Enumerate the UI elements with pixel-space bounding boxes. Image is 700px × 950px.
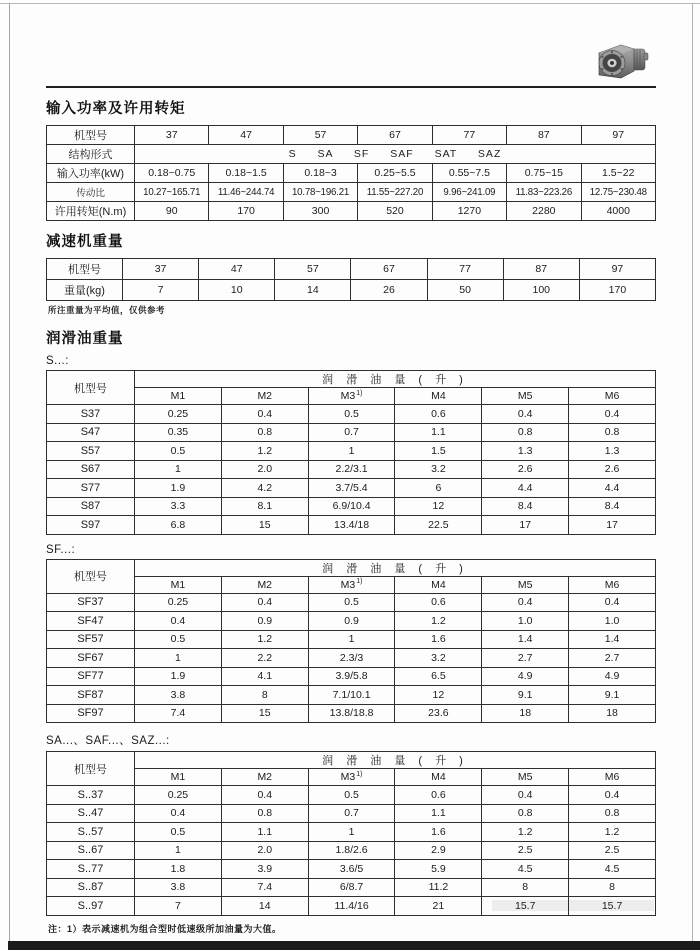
row-label: S97 — [47, 516, 135, 535]
cell-value: 0.4 — [569, 405, 656, 424]
oil-table-sa — [46, 751, 656, 916]
cell-value: 1.6 — [395, 630, 482, 649]
cell-value: 67 — [351, 259, 427, 280]
power-torque-table — [46, 125, 656, 221]
col-header-m1: M1 — [135, 576, 222, 593]
oil-table-sf — [46, 559, 656, 724]
m3-label: M3 — [340, 578, 356, 591]
cell-value: 8 — [221, 686, 308, 705]
cell-value: 14 — [275, 280, 351, 301]
cell-value: 2.6 — [569, 460, 656, 479]
cell-value: 4.1 — [221, 667, 308, 686]
cell-value: 1.4 — [569, 630, 656, 649]
row-label: 许用转矩(N.m) — [47, 202, 135, 221]
table-row — [47, 164, 656, 183]
cell-value: 12 — [395, 686, 482, 705]
col-header-m3 — [308, 576, 395, 593]
cell-value: 0.4 — [135, 612, 222, 631]
cell-value: 4.5 — [482, 860, 569, 879]
cell-value: 0.5 — [308, 593, 395, 612]
oil-quantity-header: 润 滑 油 量 ( 升 ) — [135, 559, 656, 576]
cell-value: 18 — [482, 704, 569, 723]
oil-subheader-row — [47, 388, 656, 405]
cell-value: 1.6 — [395, 823, 482, 842]
cell-value: 4.4 — [482, 479, 569, 498]
cell-value: 3.8 — [135, 878, 222, 897]
cell-value: 12.75~230.48 — [581, 183, 655, 202]
oil-table-s — [46, 370, 656, 535]
cell-value: 0.4 — [482, 593, 569, 612]
table-row — [47, 860, 656, 879]
row-label: S..37 — [47, 786, 135, 805]
structure-forms-cell: S SA SF SAF SAT SAZ — [135, 145, 656, 164]
cell-value: 0.18~1.5 — [209, 164, 283, 183]
oil-table-s-label: S...: — [46, 355, 69, 367]
cell-value: 2.6 — [482, 460, 569, 479]
cell-value: 77 — [427, 259, 503, 280]
col-header-m2: M2 — [221, 388, 308, 405]
cell-value: 0.75~15 — [507, 164, 581, 183]
cell-value: 90 — [135, 202, 209, 221]
cell-value: 0.8 — [482, 423, 569, 442]
cell-value: 18 — [569, 704, 656, 723]
row-label: SF97 — [47, 704, 135, 723]
cell-value: 0.25 — [135, 593, 222, 612]
page-footer-bar — [8, 941, 700, 950]
row-label: SF77 — [47, 667, 135, 686]
row-label: SF87 — [47, 686, 135, 705]
cell-value: 0.5 — [135, 823, 222, 842]
m3-footnote-marker: 1) — [356, 578, 363, 585]
cell-value: 0.18~0.75 — [135, 164, 209, 183]
section-title-oil: 润滑油重量 — [46, 331, 124, 347]
row-label: S..47 — [47, 804, 135, 823]
cell-value: 1.1 — [395, 423, 482, 442]
model-column-header: 机型号 — [47, 559, 135, 593]
row-label: 机型号 — [47, 259, 123, 280]
cell-value: 23.6 — [395, 704, 482, 723]
cell-value: 0.4 — [482, 405, 569, 424]
cell-value: 0.6 — [395, 405, 482, 424]
row-label: SF57 — [47, 630, 135, 649]
row-label: S..97 — [47, 897, 135, 916]
cell-value: 0.25~5.5 — [358, 164, 432, 183]
cell-value: 2.0 — [221, 841, 308, 860]
cell-value: 0.8 — [482, 804, 569, 823]
section-title-weight: 减速机重量 — [46, 234, 124, 250]
row-label: SF67 — [47, 649, 135, 668]
cell-value: 0.6 — [395, 786, 482, 805]
row-label: S67 — [47, 460, 135, 479]
row-label: S47 — [47, 423, 135, 442]
gear-reducer-photo-icon — [590, 40, 650, 82]
cell-value: 97 — [581, 126, 655, 145]
oil-table-sa-label: SA...、SAF...、SAZ...: — [46, 735, 170, 747]
cell-value: 8.4 — [569, 497, 656, 516]
cell-value: 6.9/10.4 — [308, 497, 395, 516]
oil-header-row — [47, 752, 656, 769]
cell-value: 3.9 — [221, 860, 308, 879]
row-label: 重量(kg) — [47, 280, 123, 301]
cell-value: 2.2 — [221, 649, 308, 668]
cell-value: 7 — [135, 897, 222, 916]
cell-value: 0.6 — [395, 593, 482, 612]
col-header-m3 — [308, 769, 395, 786]
row-label: S..87 — [47, 878, 135, 897]
cell-value: 57 — [275, 259, 351, 280]
cell-value: 4.2 — [221, 479, 308, 498]
cell-value: 170 — [579, 280, 655, 301]
cell-value: 1.3 — [569, 442, 656, 461]
cell-value: 26 — [351, 280, 427, 301]
cell-value: 1 — [135, 841, 222, 860]
cell-value: 7 — [123, 280, 199, 301]
cell-value: 10.78~196.21 — [283, 183, 357, 202]
table-row — [47, 280, 656, 301]
cell-value: 4000 — [581, 202, 655, 221]
cell-value: 1.2 — [569, 823, 656, 842]
col-header-m4: M4 — [395, 769, 482, 786]
cell-value: 2.7 — [569, 649, 656, 668]
cell-value: 0.25 — [135, 786, 222, 805]
oil-subheader-row — [47, 576, 656, 593]
cell-value: 6.5 — [395, 667, 482, 686]
cell-value: 0.5 — [135, 442, 222, 461]
table-row — [47, 804, 656, 823]
table-row — [47, 202, 656, 221]
cell-value: 1.2 — [221, 630, 308, 649]
cell-value: 2280 — [507, 202, 581, 221]
col-header-m4: M4 — [395, 388, 482, 405]
cell-value: 15 — [221, 704, 308, 723]
m3-footnote-marker: 1) — [356, 770, 363, 778]
row-label: SF37 — [47, 593, 135, 612]
model-column-header: 机型号 — [47, 371, 135, 405]
cell-value: 2.7 — [482, 649, 569, 668]
table-row — [47, 841, 656, 860]
col-header-m2: M2 — [221, 576, 308, 593]
cell-value: 2.2/3.1 — [308, 460, 395, 479]
cell-value: 0.18~3 — [283, 164, 357, 183]
row-label: S..57 — [47, 823, 135, 842]
row-label: S87 — [47, 497, 135, 516]
cell-value: 1.4 — [482, 630, 569, 649]
cell-value: 37 — [135, 126, 209, 145]
oil-header-row — [47, 371, 656, 388]
cell-value: 67 — [358, 126, 432, 145]
cell-value: 2.0 — [221, 460, 308, 479]
col-header-m5: M5 — [482, 388, 569, 405]
cell-value: 12 — [395, 497, 482, 516]
cell-value: 21 — [395, 897, 482, 916]
cell-value: 4.5 — [569, 860, 656, 879]
cell-value: 1.1 — [395, 804, 482, 823]
cell-value: 1 — [308, 630, 395, 649]
row-label: SF47 — [47, 612, 135, 631]
cell-value: 17 — [482, 516, 569, 535]
cell-value: 1 — [308, 442, 395, 461]
table-row — [47, 686, 656, 705]
cell-value: 0.4 — [569, 786, 656, 805]
cell-value: 0.4 — [482, 786, 569, 805]
col-header-m1: M1 — [135, 388, 222, 405]
cell-value: 2.5 — [482, 841, 569, 860]
col-header-m6: M6 — [569, 769, 656, 786]
table-row — [47, 593, 656, 612]
cell-value: 0.5 — [308, 405, 395, 424]
cell-value: 0.5 — [135, 630, 222, 649]
cell-value: 1270 — [432, 202, 506, 221]
cell-value: 9.96~241.09 — [432, 183, 506, 202]
cell-value: 1 — [308, 823, 395, 842]
cell-value: 1.2 — [221, 442, 308, 461]
table-row — [47, 442, 656, 461]
cell-value: 22.5 — [395, 516, 482, 535]
cell-value: 0.4 — [221, 405, 308, 424]
cell-value: 11.46~244.74 — [209, 183, 283, 202]
cell-value: 1.5~22 — [581, 164, 655, 183]
cell-value: 2.9 — [395, 841, 482, 860]
cell-value: 13.8/18.8 — [308, 704, 395, 723]
cell-value: 0.35 — [135, 423, 222, 442]
cell-value: 170 — [209, 202, 283, 221]
cell-value: 0.4 — [221, 593, 308, 612]
cell-value: 14 — [221, 897, 308, 916]
row-label: S..77 — [47, 860, 135, 879]
cell-value: 0.7 — [308, 804, 395, 823]
table-row — [47, 630, 656, 649]
row-label: 结构形式 — [47, 145, 135, 164]
cell-value: 8 — [569, 878, 656, 897]
table-row — [47, 145, 656, 164]
cell-value: 15.7 — [569, 897, 656, 916]
table-row — [47, 878, 656, 897]
cell-value: 11.2 — [395, 878, 482, 897]
cell-value: 3.2 — [395, 649, 482, 668]
cell-value: 1.2 — [395, 612, 482, 631]
row-label: 传动比 — [47, 183, 135, 202]
table-row — [47, 460, 656, 479]
page-content — [46, 0, 656, 935]
cell-value: 1.0 — [482, 612, 569, 631]
cell-value: 0.55~7.5 — [432, 164, 506, 183]
cell-value: 77 — [432, 126, 506, 145]
col-header-m6: M6 — [569, 576, 656, 593]
cell-value: 0.8 — [569, 804, 656, 823]
cell-value: 4.9 — [569, 667, 656, 686]
table-row — [47, 516, 656, 535]
cell-value: 87 — [507, 126, 581, 145]
table-row — [47, 823, 656, 842]
cell-value: 97 — [579, 259, 655, 280]
cell-value: 87 — [503, 259, 579, 280]
cell-value: 1.8/2.6 — [308, 841, 395, 860]
cell-value: 0.7 — [308, 423, 395, 442]
cell-value: 0.4 — [569, 593, 656, 612]
cell-value: 7.1/10.1 — [308, 686, 395, 705]
cell-value: 1.9 — [135, 479, 222, 498]
row-label: 机型号 — [47, 126, 135, 145]
cell-value: 15.7 — [482, 897, 569, 916]
cell-value: 11.4/16 — [308, 897, 395, 916]
row-label: 输入功率(kW) — [47, 164, 135, 183]
cell-value: 2.3/3 — [308, 649, 395, 668]
table-row — [47, 423, 656, 442]
cell-value: 0.4 — [135, 804, 222, 823]
oil-footnote: 注：1）表示减速机为组合型时低速级所加油量为大值。 — [48, 923, 282, 934]
cell-value: 0.8 — [569, 423, 656, 442]
table-row — [47, 786, 656, 805]
cell-value: 9.1 — [569, 686, 656, 705]
cell-value: 1.2 — [482, 823, 569, 842]
cell-value: 100 — [503, 280, 579, 301]
col-header-m4: M4 — [395, 576, 482, 593]
cell-value: 5.9 — [395, 860, 482, 879]
row-label: S37 — [47, 405, 135, 424]
cell-value: 0.8 — [221, 804, 308, 823]
cell-value: 11.83~223.26 — [507, 183, 581, 202]
col-header-m5: M5 — [482, 769, 569, 786]
cell-value: 1 — [135, 649, 222, 668]
weight-footnote: 所注重量为平均值，仅供参考 — [48, 305, 166, 315]
cell-value: 0.4 — [221, 786, 308, 805]
cell-value: 8 — [482, 878, 569, 897]
table-row — [47, 897, 656, 916]
cell-value: 1.9 — [135, 667, 222, 686]
oil-table-sf-label: SF...: — [46, 543, 76, 556]
cell-value: 3.8 — [135, 686, 222, 705]
row-label: S..67 — [47, 841, 135, 860]
m3-footnote-marker: 1) — [356, 389, 363, 397]
col-header-m5: M5 — [482, 576, 569, 593]
oil-header-row — [47, 559, 656, 576]
table-row — [47, 649, 656, 668]
table-row — [47, 183, 656, 202]
cell-value: 1.8 — [135, 860, 222, 879]
model-column-header: 机型号 — [47, 752, 135, 786]
table-row — [47, 259, 656, 280]
cell-value: 3.6/5 — [308, 860, 395, 879]
cell-value: 11.55~227.20 — [358, 183, 432, 202]
cell-value: 17 — [569, 516, 656, 535]
cell-value: 1 — [135, 460, 222, 479]
cell-value: 3.2 — [395, 460, 482, 479]
page-header — [46, 0, 656, 88]
section-title-power-torque: 输入功率及许用转矩 — [46, 101, 186, 117]
cell-value: 50 — [427, 280, 503, 301]
cell-value: 3.3 — [135, 497, 222, 516]
table-row — [47, 497, 656, 516]
cell-value: 57 — [283, 126, 357, 145]
oil-subheader-row — [47, 769, 656, 786]
cell-value: 520 — [358, 202, 432, 221]
cell-value: 2.5 — [569, 841, 656, 860]
col-header-m6: M6 — [569, 388, 656, 405]
page-border-right — [692, 3, 693, 941]
col-header-m2: M2 — [221, 769, 308, 786]
m3-label: M3 — [340, 771, 356, 783]
cell-value: 3.7/5.4 — [308, 479, 395, 498]
reducer-weight-table — [46, 258, 656, 301]
cell-value: 6 — [395, 479, 482, 498]
cell-value: 10.27~165.71 — [135, 183, 209, 202]
cell-value: 15 — [221, 516, 308, 535]
oil-quantity-header: 润 滑 油 量 ( 升 ) — [135, 371, 656, 388]
cell-value: 4.4 — [569, 479, 656, 498]
m3-label: M3 — [340, 390, 356, 402]
cell-value: 1.5 — [395, 442, 482, 461]
cell-value: 0.9 — [308, 612, 395, 631]
cell-value: 47 — [209, 126, 283, 145]
page-border-left — [9, 3, 10, 941]
cell-value: 1.3 — [482, 442, 569, 461]
table-row — [47, 479, 656, 498]
cell-value: 4.9 — [482, 667, 569, 686]
row-label: S57 — [47, 442, 135, 461]
col-header-m1: M1 — [135, 769, 222, 786]
cell-value: 37 — [123, 259, 199, 280]
cell-value: 300 — [283, 202, 357, 221]
cell-value: 0.5 — [308, 786, 395, 805]
cell-value: 9.1 — [482, 686, 569, 705]
cell-value: 47 — [199, 259, 275, 280]
cell-value: 0.8 — [221, 423, 308, 442]
cell-value: 0.25 — [135, 405, 222, 424]
row-label: S77 — [47, 479, 135, 498]
cell-value: 1.0 — [569, 612, 656, 631]
table-row — [47, 667, 656, 686]
oil-quantity-header: 润 滑 油 量 ( 升 ) — [135, 752, 656, 769]
cell-value: 8.4 — [482, 497, 569, 516]
table-row — [47, 126, 656, 145]
table-row — [47, 704, 656, 723]
cell-value: 13.4/18 — [308, 516, 395, 535]
cell-value: 0.9 — [221, 612, 308, 631]
cell-value: 3.9/5.8 — [308, 667, 395, 686]
table-row — [47, 612, 656, 631]
cell-value: 6/8.7 — [308, 878, 395, 897]
cell-value: 8.1 — [221, 497, 308, 516]
cell-value: 6.8 — [135, 516, 222, 535]
col-header-m3 — [308, 388, 395, 405]
cell-value: 1.1 — [221, 823, 308, 842]
cell-value: 10 — [199, 280, 275, 301]
cell-value: 7.4 — [135, 704, 222, 723]
table-row — [47, 405, 656, 424]
cell-value: 7.4 — [221, 878, 308, 897]
